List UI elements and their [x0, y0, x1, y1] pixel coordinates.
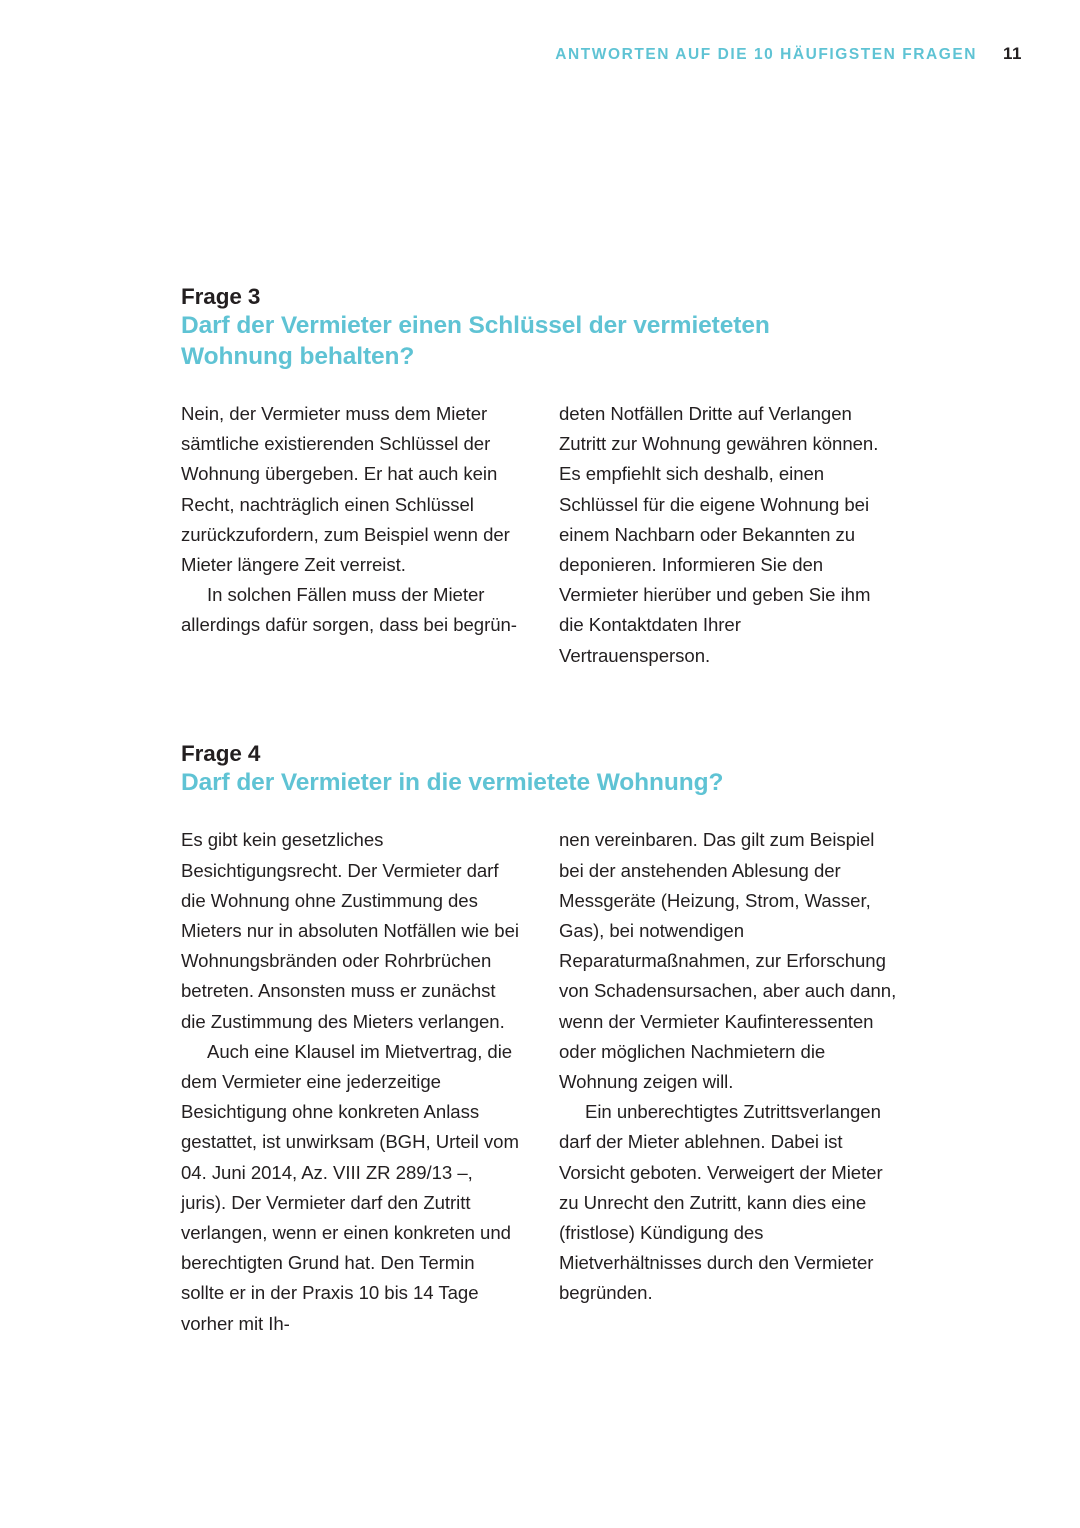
body-column-left	[181, 825, 519, 1338]
question-block-3	[181, 282, 923, 671]
page-content	[181, 282, 923, 1339]
body-column-left	[181, 399, 519, 671]
body-paragraph: deten Notfällen Dritte auf Verlangen Zutritt zur Wohnung gewähren können. Es empfiehlt sich deshalb, einen Schlüssel für die eigene Wohnung bei einem Nachbarn oder Bekannten zu deponieren. Informieren Sie den Vermieter hierüber und geben Sie ihm die Kontaktdaten Ihrer Vertrauensperson.	[559, 403, 879, 666]
question-title: Darf der Vermieter einen Schlüssel der vermieteten Wohnung behalten?	[181, 312, 770, 370]
question-eyebrow: Frage 4	[181, 740, 261, 766]
question-block-4	[181, 739, 923, 1339]
question-body-columns	[181, 825, 923, 1338]
body-paragraph: Es gibt kein gesetzliches Besichtigungsrecht. Der Vermieter darf die Wohnung ohne Zustimmung des Mieters nur in absoluten Notfällen wie bei Wohnungsbränden oder Rohrbrüchen betreten. Ansonsten muss er zunächst die Zustimmung des Mieters verlangen.	[181, 829, 519, 1032]
running-head	[181, 44, 1022, 64]
body-paragraph: Auch eine Klausel im Mietvertrag, die dem Vermieter eine jederzeitige Besichtigung ohne konkreten Anlass gestattet, ist unwirksam (BGH, Urteil vom 04. Juni 2014, Az. VIII ZR 289/13 –, juris). Der Vermieter darf den Zutritt verlangen, wenn er einen konkreten und berechtigten Grund hat. Den Termin sollte er in der Praxis 10 bis 14 Tage vorher mit Ih-	[181, 1040, 519, 1334]
body-paragraph: In solchen Fällen muss der Mieter allerdings dafür sorgen, dass bei begrün-	[181, 584, 517, 636]
question-eyebrow: Frage 3	[181, 284, 261, 309]
question-title: Darf der Vermieter in die vermietete Wohnung?	[181, 768, 724, 796]
body-paragraph: nen vereinbaren. Das gilt zum Beispiel bei der anstehenden Ablesung der Messgeräte (Heizung, Strom, Wasser, Gas), bei notwendigen Reparaturmaßnahmen, zur Erforschung von Schadensursachen, aber auch dann, wenn der Vermieter Kaufinteressenten oder möglichen Nachmietern die Wohnung zeigen will.	[559, 829, 897, 1092]
page-number: 11	[1003, 44, 1022, 63]
body-column-right	[559, 399, 897, 671]
question-body-columns	[181, 399, 923, 671]
running-head-title: ANTWORTEN AUF DIE 10 HÄUFIGSTEN FRAGEN	[555, 46, 978, 63]
body-column-right	[559, 825, 897, 1338]
body-paragraph: Ein unberechtigtes Zutrittsverlangen darf der Mieter ablehnen. Dabei ist Vorsicht geboten. Verweigert der Mieter zu Unrecht den Zutritt, kann dies eine (fristlose) Kündigung des Mietverhältnisses durch den Vermieter begründen.	[559, 1101, 883, 1304]
body-paragraph: Nein, der Vermieter muss dem Mieter sämtliche existierenden Schlüssel der Wohnung übergeben. Er hat auch kein Recht, nachträglich einen Schlüssel zurückzufordern, zum Beispiel wenn der Mieter längere Zeit verreist.	[181, 403, 510, 576]
